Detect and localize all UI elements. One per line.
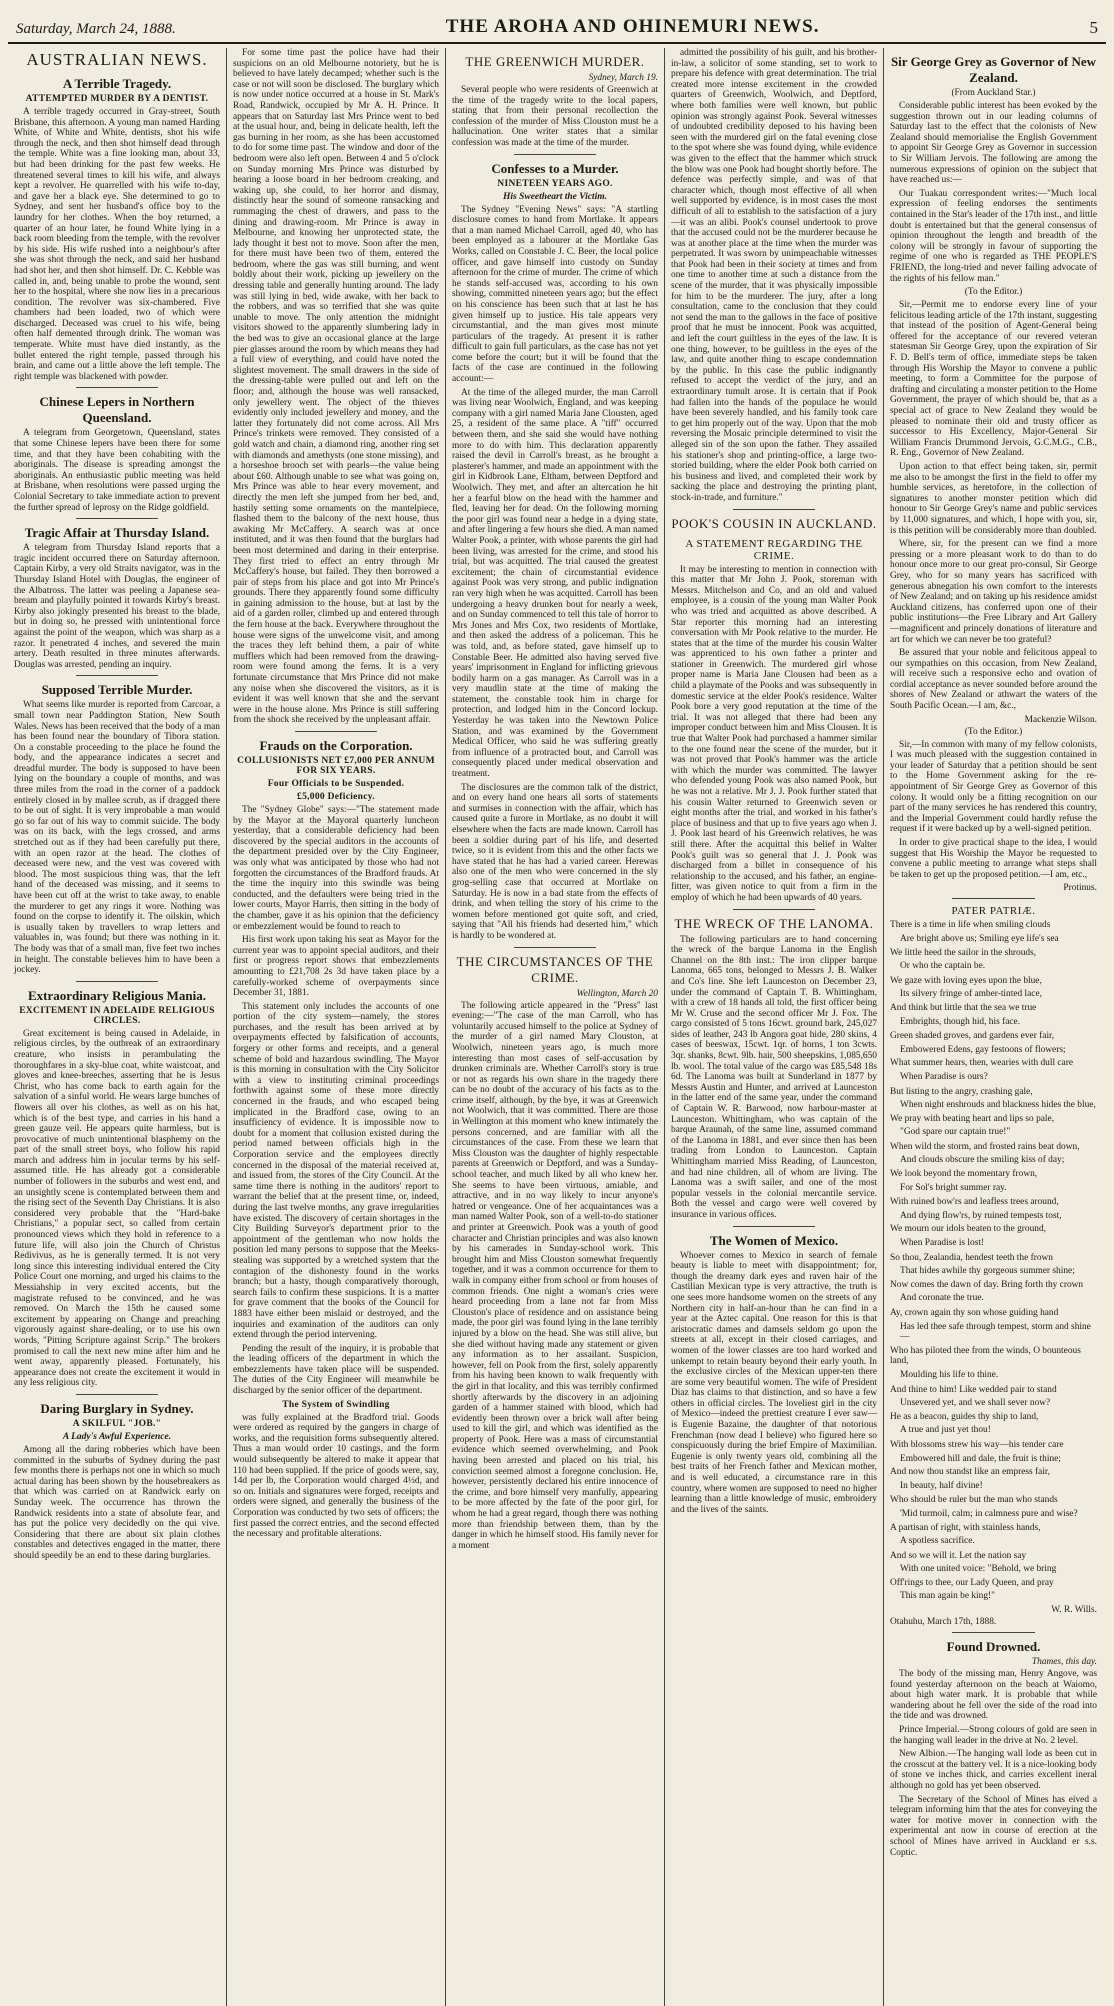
article-title: POOK'S COUSIN IN AUCKLAND. [671,515,877,531]
letter-heading: (To the Editor.) [964,287,1023,298]
article-title: Daring Burglary in Sydney. [40,1400,194,1416]
article-subtitle: His Sweetheart the Victim. [503,191,607,202]
article-subtitle: A STATEMENT REGARDING THE CRIME. [685,537,863,562]
poem-signature: W. R. Wills. [1051,1605,1097,1616]
page-number: 5 [1089,18,1098,37]
poem-line: With one united voice: "Behold, we bring [900,1564,1057,1575]
article-paragraph: A telegram from Georgetown, Queensland, states that some Chinese lepers have been there for some time, and that they have been cohabiting with the aboriginals. The disease is spreading amongst the aboriginals. An enthusiastic public meeting was held at Brisbane, when resolutions were passed urging the Colonial Secretary to take immediate action to prevent the further spread of leprosy on the Ridge goldfield. [14,428,220,513]
article-paragraph: In order to give practical shape to the idea, I would suggest that His Worship the Mayor be requested to convene a public meeting to arrange what steps shall be taken to get up the proposed petition.—I am, etc., [890,838,1097,880]
letter-heading: (To the Editor.) [964,726,1023,737]
columns [8,48,1106,2006]
divider [733,1226,815,1227]
article-paragraph: Considerable public interest has been evoked by the suggestion thrown out in our leading columns of Saturday last to the effect that the colonists of New Zealand should memorialise the English Government to appoint Sir George Grey as Governor in succession to Sir William Jervois. The following are among the numerous expressions of opinion on the subject that have reached us:— [890,101,1097,186]
poem-body [890,920,1097,1602]
column-2 [227,48,446,2006]
poem-line: We little heed the sailor in the shrouds, [890,947,1037,958]
poem-line: Embowered Edens, gay festoons of flowers; [900,1044,1066,1055]
article-source: (From Auckland Star.) [951,88,1036,98]
issue-date: Saturday, March 24, 1888. [16,21,176,37]
poem-line: We mourn our idols beaten to the ground, [890,1224,1046,1235]
poem-line: Now comes the dawn of day. Bring forth thy crown [890,1279,1084,1290]
divider [76,387,158,388]
divider [76,1394,158,1395]
column-1 [8,48,227,2006]
poem-place-date: Otahuhu, March 17th, 1888. [890,1617,997,1628]
poem-line: Or who the captain be. [900,961,986,972]
letter-signature: Mackenzie Wilson. [1024,714,1097,725]
article-paragraph: Great excitement is being caused in Adelaide, in religious circles, by the outbreak of an extraordinary creature, who insists in perambulating the thoroughfares in a sky-blue coat, white waistcoat, and gloves and knee-breeches, asserting that he is Jesus Christ, who has come back to earth again for the salvation of a sinful world. He wears large bunches of flowers all over his clothes, as well as on his hat, which is of the best type, and carries in his hand a green gauze veil. He appears quite harmless, but is provocative of much unintentional blasphemy on the part of the small street boys, who follow his rapid march and address him in jocular terms by his self-assumed title. He has already got a considerable number of followers in the suburbs and west end, and an unsightly scene is contemplated between them and the rising sect of the Seventh Day Christians. It is also considered very probable that the "Hard-bake Christians," a popular sect, so called from certain pronounced views which they hold in reference to a future life, will also join the Church of Christus Redivivus, as he is generally termed. It is not very long since this interesting individual entered the City Police Court one morning, and urged his claims to the Messiahship in very excited accents, but the magistrate refused to be convinced, and he was removed. On March the 15th he caused some excitement by appearing on Change and preaching vigorously against share-dealing, or to use his own words, "Pitting Scripture against Scrip." The brokers promised to call the next new mine after him and he went away, apparently pleased. Fortunately, his appearance does not create the excitement it would in any less religious city. [14,1028,220,1389]
poem-line: That hides awhile thy gorgeous summer shine; [900,1266,1075,1277]
poem-line: Are bright above us; Smiling eye life's sea [900,933,1059,944]
article-paragraph: A terrible tragedy occurred in Gray-street, South Brisbane, this afternoon. A young man named Harding White, of White and White, dentists, shot his wife through the neck, and then shot himself dead through the temple. White was a fine looking man, about 33, but had been drinking for the past few weeks. He threatened several times to kill his wife, and always kept a revolver. He quarrelled with his wife to-day, and gave her a black eye. She determined to go to Sydney, and sent her husband's office boy to the laundry for her clothes. When the boy returned, a quarter of an hour later, he found White lying in a back room bleeding from the temple, with the revolver by his side. His wife rushed into a neighbour's after she was shot through the neck, and said her husband had shot her, and then shot himself. Dr. C. Kebble was called in, and, being unable to probe the wound, sent her to the hospital, where she now lies in a precarious condition. The revolver was six-chambered. Five chambers had been loaded, two of which were discharged. Deceased was cruel to his wife, being often half demented through drink. The woman was temperate. White must have died instantly, as the bullet entered the right temple, passed through his brain, and came out a little above the left temple. The right temple was blackened with powder. [14,107,220,382]
article-title: THE WRECK OF THE LANOMA. [674,915,874,931]
divider [952,1632,1035,1633]
article-paragraph: was fully explained at the Bradford trial. Goods were ordered as required by the gangers in charge of works, and the requisition forms subsequently altered. Thus a man would order 10 castings, and the form would subsequently be altered to make it appear that 110 had been supplied. If the price of goods were, say, 14d per lb, the Corporation would charged 4½d, and so on. Initials and signatures were forged, receipts and orders were signed, and generally the business of the Corporation was conducted by two sets of officers; the first passed the correct entries, and the second effected the necessary and profitable alterations. [233,1412,439,1540]
poem-line: Ay, crown again thy son whose guiding hand [890,1308,1059,1318]
poem-line: And thine to him! Like wedded pair to stand [890,1384,1057,1395]
poem-line: This man again be king!" [900,1591,995,1602]
article-subtitle: COLLUSIONISTS NET £7,000 PER ANNUM FOR SIX YEARS. [237,756,435,776]
article-subtitle: ATTEMPTED MURDER BY A DENTIST. [25,94,209,104]
article-paragraph: Be assured that your noble and felicitous appeal to our sympathies on this occasion, from New Zealand, will receive such a responsive echo and ovation of cordial acceptance as never sounded before around the shores of New Zealand or athwart the waters of the South Pacific Ocean.—I am, &c., [890,648,1097,712]
poem-line: We look beyond the momentary frown, [890,1169,1038,1180]
poem-line: And coronate the true. [900,1293,984,1304]
dateline: Sydney, March 19. [588,73,658,83]
divider [76,518,158,519]
article-paragraph: Among all the daring robberies which have been committed in the suburbs of Sydney during the past few months there is perhaps not one in which so much actual daring has been shown by the housebreakers as that which was carried on at Randwick early on Sunday week. The occurrence has thrown the Randwick residents into a state of absolute fear, and has put the police very decidedly on the qui vive. Considering that there are about six plain clothes constables and detectives engaged in the matter, there should speedily be an end to these daring burglaries. [14,1444,220,1561]
article-subtitle: A Lady's Awful Experience. [62,1431,172,1442]
poem-line: Moulding his life to thine. [900,1369,999,1380]
poem-line: Who has piloted thee from the winds, O bounteous land, [890,1345,1081,1367]
article-title: THE GREENWICH MURDER. [465,54,645,69]
poem-line: And think but little that the sea we true [890,1002,1037,1013]
article-paragraph: The Secretary of the School of Mines has eived a telegram informing him that the ates for conveying the water for motive mover in connection with the experimental ant now in course of erection at the school of Mines have arrived in Auckland er s.s. Coptic. [890,1794,1097,1858]
poem-line: And now thou standst like an empress fair, [890,1467,1051,1478]
divider [76,675,158,676]
article-paragraph: Sir,—In common with many of my fellow colonists, I was much pleased with the suggestion contained in your leader of Saturday that a petition should be sent to the Home Government asking for the re-appointment of Sir George Grey as Governor of this colony. It would only be a fitting recognition on our part of the many services he has rendered this country, and the Imperial Government could hardly refuse the request if it were backed up by a well-signed petition. [890,739,1097,835]
article-title: Sir George Grey as Governor of New Zealand. [890,54,1097,85]
poem-line: Off'rings to thee, our Lady Queen, and pray [890,1577,1054,1588]
column-4 [665,48,884,2006]
poem-line: Who should be ruler but the man who stands [890,1495,1058,1506]
poem-line: In beauty, half divine! [900,1480,983,1491]
dateline: Thames, this day. [1031,1657,1097,1668]
article-paragraph: His first work upon taking his seat as Mayor for the current year was to appoint special auditors, and their first or progress report shows that embezzlements amounting to £21,708 2s 3d have taken place by a carefully-worked scheme of overpayments since December 31, 1881. [233,935,439,999]
poem-line: Its silvery fringe of amber-tinted lace, [900,989,1042,1000]
article-paragraph: Pending the result of the inquiry, it is probable that the leading officers of the department in which the embezzlements have taken place will be suspended. The duties of the City Engineer will meanwhile be discharged by the senior officer of the department. [233,1343,439,1397]
poem-line: And so we will it. Let the nation say [890,1550,1027,1561]
article-paragraph: The following particulars are to hand concerning the wreck of the barque Lanoma in the English Channel on the 8th inst.: The iron clipper barque Lanoma, 665 tons, belonged to Messrs J. B. Walker and Co's line. She left Launceston on December 23, under the command of Captain T. B. Whittingham, with a crew of 18 hands all told, the first officer being Mr W. Cruse and the second officer Mr J. Fox. The cargo consisted of 5 tons 16cwt. ground bark, 245,027 sides of leather, 243 lb Angora goat hide, 280 skins, 4 cases of beeswax, 15cwt. 1qr. of horns, 1 ton 3cwts. 3qr. shanks, 8cwt. 9lb. hair, 500 sheepskins, 1,085,650 lb. wool. The total value of the cargo was £85,548 18s 6d. The Lanoma was built at Sunderland in 1877 by Messrs Austin and Hunter, and arrived at Launceston in the latter end of the same year, under the command of Captain W. R. Barwood, now harbour-master at Launceston. Whittingham, who was captain of the barque Araunah, of the same line, assumed command of the Lanoma in 1881, and ever since then has been trading from London to Launceston. Captain Whittingham married Miss Reading, of Launceston, and had nine children, all of whom are living. The Lanoma was a swift sailer, and one of the most popular vessels in the colonial mercantile service. Both the vessel and cargo were well covered by insurance in various offices. [671,934,877,1220]
article-subtitle: NINETEEN YEARS AGO. [497,178,613,189]
poem-line: Embrights, though hid, his face. [900,1016,1021,1027]
article-paragraph: The "Sydney Globe" says:—"The statement made by the Mayor at the Mayoral quarterly luncheon yesterday, that a considerable deficiency had been discovered by the special auditors in the accounts of the department presided over by the City Engineer, was only what was anticipated by those who had not forgotten the circumstances of the Bradford frauds. At the time the inquiry into this swindle was being conducted, and the defaulters were being tried in the lower courts, Mayor Harris, then sitting in the body of the chamber, gave it as his opinion that the deficiency or embezzlement would be found to reach to [233,805,439,932]
article-title: The Women of Mexico. [709,1232,839,1248]
poem-line: When Paradise is ours? [900,1071,988,1082]
article-subheading: The System of Swindling [282,1399,390,1410]
poem-line: And dying flow'rs, by ruined tempests tost, [900,1210,1062,1221]
article-title: THE CIRCUMSTANCES OF THE CRIME. [456,953,654,985]
divider [76,981,158,982]
article-subtitle: A SKILFUL "JOB." [72,1418,162,1429]
article-paragraph: The body of the missing man, Henry Angove, was found yesterday afternoon on the beach at Waiomo, about high water mark. It is probable that while wandering about he fell over the side of the road into the tide and was drowned. [890,1669,1097,1722]
poem-line: Embowered hill and dale, the fruit is thine; [900,1453,1061,1464]
poem-line: He as a beacon, guides thy ship to land, [890,1411,1039,1422]
article-paragraph: What seems like murder is reported from Carcoar, a small town near Paddington Station, New South Wales. News has been received that the body of a man has been found near the boundary of Tibora station. On a constable proceeding to the place he found the body, and the appearance indicates a secret and dreadful murder. The body is supposed to have been lying on the boundary a couple of months, and was three miles from the road in the corner of a paddock entirely closed in by mallee scrub, as if dragged there to be out of sight. It is very improbable a man would go so far out of his way to commit suicide. The body was on its back, with the legs crossed, and arms stretched out as if they had been carefully put there, with an open razor at the head. The clothes of deceased were new, and the vest was covered with blood. The most suspicious thing was, that the left hand of the deceased was missing, and it seems to have been cut off at the wrist to take away, to enable the murderer to get any rings it wore. Nothing was found on the corpse to identify it. The oilskin, which is usually taken by travellers to wrap letters and valuables in, was found; but there was nothing in it. The body was that of a small man, five feet two inches in height. The constable believes him to have been a jockey. [14,700,220,976]
article-paragraph: New Albion.—The hanging wall lode as been cut in the crosscut at the battery vel. It is a nice-looking body of stone ve inches thick, and carries excellent ineral although no gold has yet been observed. [890,1749,1097,1791]
article-title: A Terrible Tragedy. [62,76,172,91]
article-paragraph: The disclosures are the common talk of the district, and on every hand one hears all sorts of statements and surmises in connection with the affair, which has caused quite a furore in Mortlake, as no doubt it will elsewhere when the facts are made known. Carroll has been a soldier during part of his life, and deserted twice, so it is evident from this and the other facts we have stated that he has had a varied career. Herewas also one of the men who were concerned in the sly grog-selling case that occurred at Mortlake on Saturday. He is now in a bad state from the effects of drink, and when telling the story of his crime to the women before mentioned got quite soft, and cried, saying that "All his friends had deserted him," which is hardly to be wondered at. [452,782,658,941]
article-paragraph: The following article appeared in the "Press" last evening:—"The case of the man Carroll, who has voluntarily accused himself to the police at Sydney of the murder of a girl named Mary Clouston, at Woolwich, nineteen years ago, is much more interesting than most cases of self-accusation by drunken criminals are. Whether Carroll's story is true or not as regards his own share in the tragedy there can be no doubt of the accuracy of his facts as to the crime itself, although, by the bye, it was at Greenwich not Woolwich, that it was committed. There are those in Wellington at this moment who knew intimately the persons concerned, and are familiar with all the circumstances of the case. From these we learn that Miss Clouston was the daughter of highly respectable parents at Greenwich or Deptford, and was a Sunday-school teacher, and much liked by all who knew her. She seems to have been virtuous, amiable, and attractive, and in no way likely to incur anyone's hatred or vengeance. One of her acquaintances was a man named Walter Pook, son of a well-to-do stationer and printer at Greenwich. Pook was a youth of good character and Christian principles and was also known by his camerades in Sunday-school work. This brought him and Miss Clouston somewhat frequently together, and it was a common occurrence for them to walk in company either from school or from houses of common friends. One night a woman's cries were heard proceeding from a lane not far from Miss Clouston's place of residence and on assistance being made, the poor girl was found lying in the lane terribly injured by a blow on the head. She was still alive, but she died without having made any statement or given any information as to her assailant. Suspicion, however, fell on Pook from the first, solely apparently from his having been known to walk frequently with the girl in that locality, and this was terribly confirmed shortly afterwards by the discovery in an adjoining garden of a hammer stained with blood, which had evidently been thrown over a brick wall after being used to kill the girl, and which was identified as the property of Pook. Here was a mass of circumstantial evidence which seemed overwhelming, and Pook having been arrested and placed on his trial, his conviction seemed almost a foregone conclusion. He, however, persistently declared his entire innocence of the crime, and bore himself very manfully, appearing to be more affected by the fate of the poor girl, for whom he had a great regard, though there was nothing more than friendship between them, than by the danger in which he himself stood. His family never for a moment [452,1000,658,1551]
article-paragraph: Where, sir, for the present can we find a more pressing or a more pleasant work to do than to do honour once more to our great pro-consul, Sir George Grey, who for so many years has sacrificed with generous abnegation his own comfort to the interests of New Zealand; and on taking up his residence amidst Auckland citizens, has conferred upon one of their public institutions—the Free Library and Art Gallery—magnificent and princely donations of literature and art for which we can never be too grateful? [890,539,1097,645]
column-3 [446,48,665,2006]
article-paragraph: Whoever comes to Mexico in search of female beauty is liable to meet with disappointment; for, though the dreamy dark eyes and raven hair of the Castilian Mexican type is very attractive, the truth is one sees more handsome women on the streets of any Northern city in half-an-hour than he can find in a year at the Aztec capital. One reason for this is that aristocratic dames and damsels seldom go upon the streets at all, except in their closed carriages, and women of the lower classes are too hard worked and unkempt to retain beauty beyond their early youth. In the exclusive circles of the Mexican upper-ten there are some very beautiful women. The wife of President Diaz has claims to that distinction, and so have a few others in official circles. The loveliest girl in the city of Mexico—indeed the prettiest creature I ever saw—is Eugenie Bazaine, the daughter of that notorious Frenchman (now dead I believe) who figured here so conspicuously during the brief Empire of Maximilian. Eugenie is only twenty years old, combining all the best traits of her French father and Mexican mother, and is well educated, a circumstance rare in this country, where women are supposed to need no higher learning than a little knowledge of music, embroidery and the lives of the saints. [671,1250,877,1515]
poem-line: 'Mid turmoil, calm; in calmness pure and wise? [900,1508,1078,1519]
poem-line: When wild the storm, and frosted rains beat down, [890,1141,1080,1152]
article-title: Confesses to a Murder. [491,160,619,176]
article-paragraph: It may be interesting to mention in connection with this matter that Mr John J. Pook, storeman with Messrs. Mitchelson and Co, and an old and valued employee, is a cousin of the young man Walter Pook who was tried and acquitted as above described. A Star reporter this morning had an interesting conversation with Mr Pook relative to the murder. He states that at the time of the murder his cousin Walter was apprenticed to his own father a printer and stationer in Greenwich. The murdered girl whose proper name is Maria Jane Clousen had been as a child a playmate of the Pooks and was subsequently in domestic service at the elder Pook's residence. Walter Pook bore a very good reputation at the time of the trial. It was not alleged that there had been any improper conduct between him and Miss Clousen. It is true that Walter Pook had purchased a hammer similar to the one found near the scene of the murder, but it was not proved that Pook's hammer was the article with which the murder was committed. The lawyer who defended young Pook was also named Pook, but he was not a relative. Mr J. J. Pook further stated that his cousin Walter returned to Greenwich seven or eight months after the trial, and worked in his father's place of business and that up to five years ago when J. J. Pook last heard of his Greenwich relatives, he was still there. After the acquittal this belief in Walter Pook's guilt was so general that J. J. Pook was discharged from a billet in consequence of his relationship to the accused, and his father, an engine-fitter, was given notice to quit from a firm in the employ of which he had been upwards of 40 years. [671,564,877,903]
poem-line: With blossoms strew his way—his tender care [890,1439,1064,1450]
newspaper-title: THE AROHA AND OHINEMURI NEWS. [445,16,820,37]
poem-line: For Sol's bright summer ray. [900,1182,1007,1193]
divider [952,898,1035,899]
section-heading: AUSTRALIAN NEWS. [26,50,208,69]
poem-line: But listing to the angry, crashing gale, [890,1086,1033,1097]
article-paragraph: Sir,—Permit me to endorse every line of your felicitous leading article of the 17th instant, suggesting that instead of the position of Agent-General being offered for the acceptance of our revered veteran statesman Sir George Grey, upon the expiration of Sir F. D. Bell's term of office, immediate steps be taken through His Worship the Mayor to convene a public meeting, to form a Committee for the purpose of drafting and circulating a monster petition to the Home Government, the prayer of which should be, that as a special act of grace to New Zealand they would be pleased to nominate their old and trusty officer as successor to His Excellency, Major-General Sir William Francis Drummond Jervois, G.C.M.G., C.B., R. Eng., Governor of New Zealand. [890,300,1097,459]
divider [733,509,815,510]
poem-line: We gaze with loving eyes upon the blue, [890,975,1042,986]
poem-line: A partisan of right, with stainless hands, [890,1522,1041,1533]
article-title: Extraordinary Religious Mania. [27,987,207,1003]
poem-line: A spotless sacrifice. [900,1536,975,1547]
article-paragraph: Our Tuakau correspondent writes:—"Much local expression of feeling endorses the sentiments contained in the Star's leader of the 17th inst., and little doubt is entertained but that the general consensus of opinion throughout the length and breadth of the colony will be strongly in favour of supporting the regime of one who is regarded as THE PEOPLE'S FRIEND, the long-tried and never failing advocate of the rights of his fellow man." [890,188,1097,284]
poem-line: Has led thee safe through tempest, storm and shine— [900,1321,1091,1343]
poem-line: Green shaded groves, and gardens ever fair, [890,1031,1055,1042]
article-paragraph: Upon action to that effect being taken, sir, permit me also to be amongst the first in the field to offer my humble services, as heretofore, in the collection of signatures to another monster petition which did honour to Sir George Grey's name and public services by 11,000 signatures, and which, I hope with you, sir, is this petition will be considerably more than doubled. [890,462,1097,536]
poem-line: With ruined bow'rs and leafless trees around, [890,1197,1059,1208]
divider [514,947,596,948]
article-title: Supposed Terrible Murder. [41,682,193,698]
divider [295,731,377,732]
article-title: Frauds on the Corporation. [259,738,413,753]
article-title: Chinese Lepers in Northern Queensland. [39,394,195,426]
poem-line: When Paradise is lost! [900,1238,985,1249]
article-subtitle: EXCITEMENT IN ADELAIDE RELIGIOUS CIRCLES. [19,1005,215,1026]
article-paragraph: The Sydney "Evening News" says: "A startling disclosure comes to hand from Mortlake. It appears that a man named Michael Carroll, aged 40, who has been employed as a labourer at the Mortlake Gas Works, called on Constable J. C. Beer, the local police officer, and gave himself into custody on Sunday afternoon for the crime of murder. The crime of which he stands self-accused was, according to his own showing, committed nineteen years ago; but the effect on his conscience has been such that at last he has given himself up to justice. His tale appears very circumstantial, and the man gives most minute particulars of the tragedy. At present it is rather difficult to gain full particulars, as the case has not yet come before the court; but it will be found that the facts of the case are continued in the following account:— [452,204,658,385]
poem-line: And clouds obscure the smiling kiss of day; [900,1155,1065,1166]
article-paragraph: admitted the possibility of his guilt, and his brother-in-law, a solicitor of some standing, set to work to prepare his defence with great determination. The trial created more intense excitement in the crowded quarters of Greenwich, Woolwich, and Deptford, where both families were well known, but public opinion was strongly against Pook. Several witnesses of undoubted credibility deposed to his having been seen with the murdered girl on the fatal evening close to the spot where she was found dying, while evidence was given to the effect that the hammer which struck the blow was one Pook had bought shortly before. The defence was perfectly simple, and was of that character which, though most effective of all when well supported by evidence, is in most cases the most difficult of all to establish to the satisfaction of a jury—it was an alibi. Pook's counsel undertook to prove that the accused could not be the murderer because he was at another place at the time when the murder was perpetrated. It was sworn by unimpeachable witnesses that Pook had been in their society at times and from one time to another time at such a distance from the scene of the murder, that it was physically impossible for him to be the murderer. The jury, after a long consultation, came to the conclusion that they could not send the man to the gallows in the face of positive proof that he must be innocent. Pook was acquitted, and left the court guiltless in the eyes of the law. It is one thing, however, to be guiltless in the eyes of the law, and quite another thing to escape condemnation by the public. In this case the public indignantly refused to accept the verdict of the jury, and an extraordinary tumult arose. It is certain that if Pook had fallen into the hands of the populace he would have been severely handled, and his family took care to get him properly out of the way. Upon that the mob reversing the Mosaic principle determined to visit the alleged sin of the son upon the father. They assailed his stationer's shop and printing-office, a large two-storied building, where the elder Pook both carried on his business and lived, and completed their work by sacking the place and destroying the printing plant, stock-in-trade, and furniture." [671,48,877,503]
divider [514,154,596,155]
article-paragraph: For some time past the police have had their suspicions on an old Melbourne notoriety, but he is believed to have lately decamped; whether such is the case or not will soon be disclosed. The burglary which is now under notice occurred at a house in St. Mark's Road, Randwick, occupied by Mr A. H. Prince. It appears that on Saturday last Mrs Prince went to bed at the usual hour, and, being in delicate health, left the gas burning in her room, as she has been accustomed to do for some time past. The window and door of the bedroom were also left open. Between 4 and 5 o'clock on Sunday morning Mrs Prince was disturbed by hearing a loose board in her bedroom creaking, and waking up, she could, to her horror and dismay, distinctly hear the sound of someone ransacking and rummaging the chest of drawers, and pass to the dining and drawing-room. Mr Prince is away in Melbourne, and knowing her unprotected state, the lady thought it best not to move. Soon after the men, for there must have been two of them, entered the bedroom, where the gas was still burning, and went boldly about their work, picking up jewellery on the dressing table and generally hunting around. The lady was still lying in bed, wide awake, with her back to the robbers, and was so terrified that she was quite unable to move. The only attention the midnight visitors showed to the apparently slumbering lady in the bed was to give an occasional glance at the large pier glasses around the room by which means they had a full view of everything, and could have noted the slightest movement. The small drawers in the side of the dressing-table were pulled out and left on the floor; and, although the house was well ransacked, only jewellery went. The object of the thieves evidently only included jewellery and money, and the latter they fortunately did not come across. All Mrs Prince's trinkets were removed. They consisted of a gold watch and chain, a diamond ring, another ring set with diamonds and amethysts (one stone missing), and a horseshoe brooch set with pearls—the value being about £60. Although unable to see what was going on, Mrs Prince was able to hear every movement, and directly the men left she jumped from her bed, and, hastily setting some ornaments on the mantelpiece, flashed them to the balcony of the next house, thus awaking Mr McCaffery. A search was at once instituted, and it was then found that the burglars had been most determined and daring in their enterprise. They first tried to effect an entry through Mr McCaffery's house, but failed. They then borrowed a pair of steps from his place and got into Mr Prince's grounds. There they apparently found some difficulty in gaining admission to the house, but at last by the aid of a garden roller, climbed up and entered through the fern house at the back. Everywhere throughout the house were signs of the unwelcome visit, and among the traces they left behind them, a pair of white mufflers which had been removed from the drawing-room were found among the ferns. It is a very fortunate circumstance that Mrs Prince did not make any noise when she discovered the visitors, as it is evident it was well known that she and the servant were in the house alone. Mrs Prince is still suffering from the shock she received by the unpleasant affair. [233,48,439,726]
article-title: Tragic Affair at Thursday Island. [24,525,210,541]
article-paragraph: At the time of the alleged murder, the man Carroll was living near Woolwich, England, and was keeping company with a girl named Maria Jane Clousten, aged 25, a resident of the same place. A "tiff" occurred between them, and she said she would have nothing more to do with him. This declaration apparently raised the devil in Carroll's breast, as he brought a plasterer's hammer, and made an appointment with the girl in Kidbrook Lane, Eltham, between Deptford and Woolwich. They met, and after an altercation he hit her a fearful blow on the head with the hammer and fled, leaving her for dead. On the following morning the poor girl was found near a hedge in a dying state, and after lingering a few hours she died. A man named Walter Pook, a printer, with whose parents the girl had been living, was arrested for the crime, and stood his trial, but was acquitted. The trial caused the greatest excitement; the chain of circumstantial evidence against Pook was very strong, and public indignation ran very high when he was acquitted. Carroll has been undergoing a heavy drunken bout for nearly a week, and on Sunday commenced to tell this tale of horror to Mrs Jones and Mrs Cox, two residents of Mortlake, and then asked the address of a policeman. This he was told, and, as before stated, gave himself up to Constable Beer. He admitted also having served five years' imprisonment in England for inflicting grievous bodily harm on a gas manager. As Carroll was in a very maudlin state at the time of making the statement, the constable took him in charge for protection, and lodged him in the Concord lockup. Yesterday he was taken into the Newtown Police Station, and was examined by the Government Medical Officer, who said he was suffering greatly from influence of a protracted bout, and Carroll was consequently placed under medical observation and treatment. [452,387,658,780]
poem-line: "God spare our captain true!" [900,1127,1011,1138]
article-paragraph: A telegram from Thursday Island reports that a tragic incident occurred there on Saturday afternoon. Captain Kirby, a very old Straits navigator, was in the Thursday Island Hotel with Douglas, the engineer of the Albatross. The latter was peeling a Japanese sea-bream and playfully pointed it towards Kirby's breast. Kirby also jokingly presented his breast to the blade, but in doing so, he pressed with unintentional force against the point of the weapon, which was sharp as a razor. It penetrated 4 inches, and severed the main artery. Death resulted in three minutes afterwards. Douglas was arrested, pending an inquiry. [14,543,220,670]
letter-signature: Protinus. [1063,883,1097,894]
article-paragraph: Prince Imperial.—Strong colours of gold are seen in the hanging wall leader in the drive at No. 2 level. [890,1725,1097,1746]
article-paragraph: Several people who were residents of Greenwich at the time of the tragedy write to the local papers, stating that from their personal recollection the confession of the murder of Miss Clouston must be a hallucination. One writer states that a similar confession was made at the time of the murder. [452,85,658,148]
article-title: Found Drowned. [946,1639,1041,1655]
poem-line: A true and just yet thou! [900,1425,991,1436]
poem-line: There is a time in life when smiling clouds [890,920,1051,931]
poem-line: We pray with beating heart and lips so pale, [890,1113,1055,1124]
article-subtitle: Four Officials to be Suspended. [267,779,405,789]
article-subtitle: £5,000 Deficiency. [297,792,375,802]
poem-line: What summer hears, then, wearies with dull care [890,1058,1074,1069]
dateline: Wellington, March 20 [576,988,658,999]
article-paragraph: This statement only includes the accounts of one portion of the city system—namely, the stores purchases, and the result has been arrived at by overpayments effected by falsification of accounts, forgery or other forms and receipts, and a general scheme of bold and hazardous swindling. The Mayor is this morning in consultation with the City Solicitor with a view to instituting criminal proceedings forthwith against some of these more directly concerned in the frauds, and who escaped being implicated in the Bradford case, owing to an insufficiency of evidence. It is impossible now to doubt for a moment that collusion existed during the period named between officials high in the Corporation service and the employees directly concerned in the disposal of the material received at, and issued from, the stores of the City Council. At the same time there is nothing in the auditors' report to warrant the belief that at the present time, or, indeed, during the last twelve months, any grave irregularities have existed. The discovery of certain shortages in the City Building Surveyor's department prior to the appointment of the gentleman who now holds the position led many persons to suppose that the Meeks-stealing was supported by a wretched system that the contagion of the dishonesty found in the works branch; but a hasty, though comparatively thorough, search fails to confirm these suspicions. It is a matter for grave comment that the books of the Council for 1883 have either been mislaid or destroyed, and the inquiries and examination of the auditors can only extend through the period intervening. [233,1001,439,1341]
poem-title: PATER PATRIÆ. [951,905,1036,918]
poem-line: So thou, Zealandia, hendest teeth the frown [890,1252,1053,1263]
column-5 [884,48,1103,2006]
masthead [8,10,1106,44]
poem-line: When night enshrouds and blackness hides the blue, [900,1100,1096,1111]
poem-line: Unsevered yet, and we shall sever now? [900,1398,1051,1409]
divider [733,909,815,910]
